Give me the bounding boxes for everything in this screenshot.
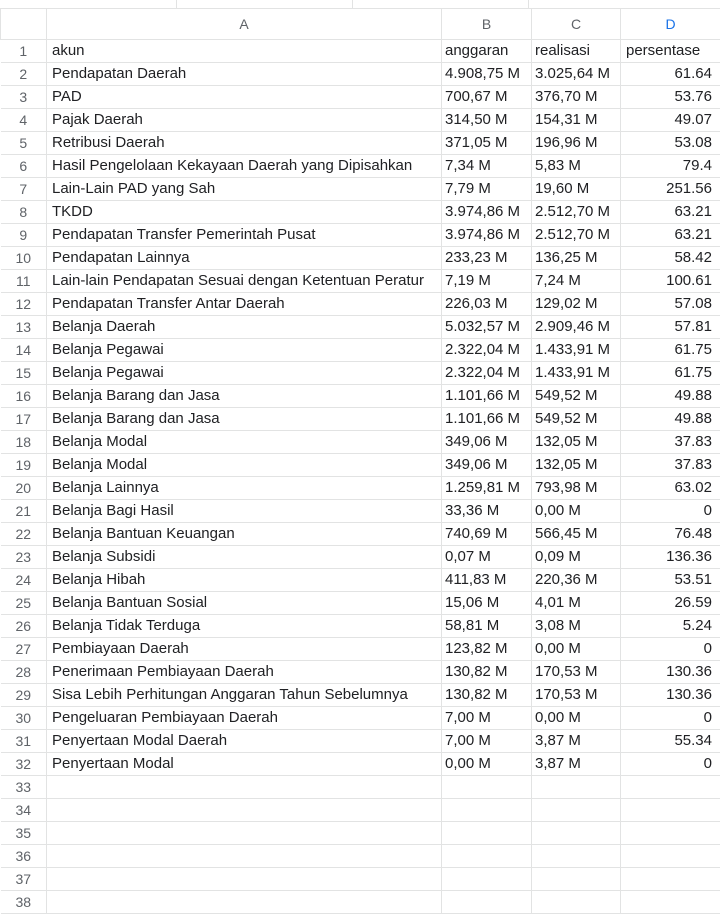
cell-persentase[interactable]: 63.21 [621,201,720,224]
cell-akun[interactable]: Belanja Pegawai [47,362,442,385]
cell-persentase[interactable]: 49.88 [621,408,720,431]
cell-persentase[interactable]: 0 [621,707,720,730]
cell-akun[interactable]: Lain-lain Pendapatan Sesuai dengan Ketentuan Peratur [47,270,442,293]
table-row [1,592,720,615]
table-row [1,891,720,914]
cell-realisasi[interactable]: 7,24 M [532,270,621,293]
cell-anggaran[interactable]: 3.974,86 M [442,224,532,247]
cell-realisasi[interactable]: 2.909,46 M [532,316,621,339]
cell-realisasi[interactable]: 132,05 M [532,454,621,477]
row-number[interactable]: 6 [1,155,47,178]
table-row [1,408,720,431]
cell-akun[interactable]: Penerimaan Pembiayaan Daerah [47,661,442,684]
cell-persentase[interactable] [621,891,720,914]
cell-persentase[interactable]: 53.76 [621,86,720,109]
cell-realisasi[interactable]: 170,53 M [532,684,621,707]
cell-realisasi[interactable]: 566,45 M [532,523,621,546]
cell-realisasi[interactable]: 549,52 M [532,385,621,408]
row-number[interactable]: 9 [1,224,47,247]
cell-realisasi[interactable]: 4,01 M [532,592,621,615]
cell-anggaran[interactable]: 58,81 M [442,615,532,638]
row-number[interactable]: 18 [1,431,47,454]
cell-persentase[interactable]: 53.08 [621,132,720,155]
table-row [1,339,720,362]
cell-akun[interactable]: Belanja Lainnya [47,477,442,500]
table-row [1,615,720,638]
cell-akun[interactable]: Belanja Bagi Hasil [47,500,442,523]
cell-realisasi[interactable]: 154,31 M [532,109,621,132]
cell-persentase[interactable]: 0 [621,753,720,776]
table-row [1,132,720,155]
row-number[interactable]: 17 [1,408,47,431]
table-row [1,316,720,339]
row-number[interactable]: 20 [1,477,47,500]
cell-anggaran[interactable]: 233,23 M [442,247,532,270]
cell-realisasi[interactable]: 1.433,91 M [532,362,621,385]
table-row [1,523,720,546]
cell-anggaran[interactable]: 123,82 M [442,638,532,661]
select-all-corner[interactable] [1,9,47,40]
cell-akun[interactable]: PAD [47,86,442,109]
cell-realisasi[interactable]: 1.433,91 M [532,339,621,362]
cell-akun[interactable] [47,799,442,822]
table-row [1,822,720,845]
cell-persentase[interactable]: 49.07 [621,109,720,132]
row-number[interactable]: 10 [1,247,47,270]
cell-akun[interactable]: Pembiayaan Daerah [47,638,442,661]
row-number[interactable]: 25 [1,592,47,615]
cell-akun[interactable]: Penyertaan Modal [47,753,442,776]
cell-persentase[interactable]: 100.61 [621,270,720,293]
table-row [1,546,720,569]
cell-akun[interactable]: Pendapatan Transfer Pemerintah Pusat [47,224,442,247]
cell-persentase[interactable]: 130.36 [621,661,720,684]
cell-realisasi[interactable]: 793,98 M [532,477,621,500]
cell-persentase[interactable] [621,799,720,822]
cell-realisasi[interactable]: 129,02 M [532,293,621,316]
cell-akun[interactable]: Pendapatan Daerah [47,63,442,86]
cell-akun[interactable]: Belanja Daerah [47,316,442,339]
cell-anggaran[interactable]: 7,00 M [442,730,532,753]
cell-realisasi[interactable]: 0,00 M [532,638,621,661]
cell-realisasi[interactable]: 3.025,64 M [532,63,621,86]
row-number[interactable]: 15 [1,362,47,385]
cell-anggaran[interactable]: 4.908,75 M [442,63,532,86]
cell-anggaran[interactable]: 1.259,81 M [442,477,532,500]
cell-realisasi[interactable]: 132,05 M [532,431,621,454]
table-row [1,776,720,799]
cell-realisasi[interactable]: 0,00 M [532,500,621,523]
cell-anggaran[interactable]: 5.032,57 M [442,316,532,339]
cell-realisasi[interactable]: 196,96 M [532,132,621,155]
cell-persentase[interactable] [621,845,720,868]
cell-anggaran[interactable] [442,891,532,914]
cell-akun[interactable]: Belanja Bantuan Sosial [47,592,442,615]
cell-akun[interactable]: Sisa Lebih Perhitungan Anggaran Tahun Sebelumnya [47,684,442,707]
cell-anggaran[interactable]: 33,36 M [442,500,532,523]
cell-akun[interactable]: Pengeluaran Pembiayaan Daerah [47,707,442,730]
row-number[interactable]: 29 [1,684,47,707]
cell-anggaran[interactable]: 700,67 M [442,86,532,109]
cell-persentase[interactable]: 0 [621,638,720,661]
cell-akun[interactable]: Retribusi Daerah [47,132,442,155]
row-number[interactable]: 28 [1,661,47,684]
cell-akun[interactable]: Belanja Barang dan Jasa [47,385,442,408]
cell-persentase[interactable]: 61.75 [621,339,720,362]
cell-persentase[interactable] [621,822,720,845]
table-row [1,270,720,293]
cell-anggaran[interactable] [442,799,532,822]
cell-akun[interactable] [47,868,442,891]
cell-akun[interactable]: Lain-Lain PAD yang Sah [47,178,442,201]
table-row [1,362,720,385]
table-row [1,569,720,592]
cell-akun[interactable]: Hasil Pengelolaan Kekayaan Daerah yang Dipisahkan [47,155,442,178]
cell-anggaran[interactable]: 2.322,04 M [442,362,532,385]
row-number[interactable]: 19 [1,454,47,477]
cell-realisasi[interactable]: realisasi [532,40,621,63]
cell-persentase[interactable]: 5.24 [621,615,720,638]
table-row [1,477,720,500]
row-number[interactable]: 7 [1,178,47,201]
table-row [1,109,720,132]
cell-realisasi[interactable] [532,868,621,891]
cell-anggaran[interactable]: anggaran [442,40,532,63]
table-row [1,247,720,270]
cell-anggaran[interactable]: 740,69 M [442,523,532,546]
cell-anggaran[interactable]: 130,82 M [442,661,532,684]
cell-akun[interactable]: Belanja Pegawai [47,339,442,362]
cell-anggaran[interactable]: 1.101,66 M [442,408,532,431]
row-number[interactable]: 30 [1,707,47,730]
cell-persentase[interactable]: 61.75 [621,362,720,385]
table-row [1,40,720,63]
cell-persentase[interactable]: 49.88 [621,385,720,408]
row-number[interactable]: 13 [1,316,47,339]
cell-realisasi[interactable]: 2.512,70 M [532,201,621,224]
table-row [1,799,720,822]
row-number[interactable]: 34 [1,799,47,822]
row-number[interactable]: 3 [1,86,47,109]
cell-akun[interactable]: Penyertaan Modal Daerah [47,730,442,753]
cell-anggaran[interactable]: 314,50 M [442,109,532,132]
row-number[interactable]: 12 [1,293,47,316]
table-row [1,63,720,86]
cell-persentase[interactable] [621,776,720,799]
cell-realisasi[interactable] [532,845,621,868]
row-number[interactable]: 14 [1,339,47,362]
cell-anggaran[interactable]: 371,05 M [442,132,532,155]
cell-realisasi[interactable]: 549,52 M [532,408,621,431]
cell-persentase[interactable]: 76.48 [621,523,720,546]
cell-anggaran[interactable]: 411,83 M [442,569,532,592]
cell-anggaran[interactable]: 0,00 M [442,753,532,776]
cell-anggaran[interactable] [442,776,532,799]
row-number[interactable]: 35 [1,822,47,845]
column-header-a[interactable]: A [47,9,442,40]
cell-realisasi[interactable]: 0,09 M [532,546,621,569]
row-number[interactable]: 23 [1,546,47,569]
row-number[interactable]: 38 [1,891,47,914]
table-row [1,178,720,201]
cell-realisasi[interactable] [532,891,621,914]
cell-realisasi[interactable]: 170,53 M [532,661,621,684]
cell-realisasi[interactable] [532,776,621,799]
grid-body [1,40,720,914]
cell-anggaran[interactable]: 7,34 M [442,155,532,178]
column-header-c[interactable]: C [532,9,621,40]
row-number[interactable]: 26 [1,615,47,638]
cell-akun[interactable] [47,822,442,845]
cell-akun[interactable]: Belanja Barang dan Jasa [47,408,442,431]
cell-akun[interactable]: Belanja Subsidi [47,546,442,569]
cell-realisasi[interactable]: 3,87 M [532,753,621,776]
row-number[interactable]: 4 [1,109,47,132]
cell-akun[interactable] [47,891,442,914]
row-number[interactable]: 21 [1,500,47,523]
cell-anggaran[interactable]: 2.322,04 M [442,339,532,362]
cell-realisasi[interactable]: 2.512,70 M [532,224,621,247]
cell-anggaran[interactable] [442,868,532,891]
table-row [1,431,720,454]
cell-realisasi[interactable]: 136,25 M [532,247,621,270]
row-number[interactable]: 16 [1,385,47,408]
cell-realisasi[interactable]: 3,08 M [532,615,621,638]
cell-akun[interactable] [47,845,442,868]
cell-anggaran[interactable]: 7,19 M [442,270,532,293]
cell-persentase[interactable]: 251.56 [621,178,720,201]
cell-persentase[interactable]: 79.4 [621,155,720,178]
cell-akun[interactable]: Pajak Daerah [47,109,442,132]
row-number[interactable]: 32 [1,753,47,776]
cell-persentase[interactable]: 136.36 [621,546,720,569]
cell-akun[interactable] [47,776,442,799]
cell-persentase[interactable]: 53.51 [621,569,720,592]
table-row [1,845,720,868]
cell-realisasi[interactable]: 3,87 M [532,730,621,753]
row-number[interactable]: 33 [1,776,47,799]
row-number[interactable]: 31 [1,730,47,753]
cell-realisasi[interactable]: 220,36 M [532,569,621,592]
cell-akun[interactable]: Pendapatan Lainnya [47,247,442,270]
cell-realisasi[interactable] [532,822,621,845]
row-number[interactable]: 37 [1,868,47,891]
cell-anggaran[interactable]: 130,82 M [442,684,532,707]
table-row [1,86,720,109]
cell-anggaran[interactable]: 0,07 M [442,546,532,569]
row-number[interactable]: 27 [1,638,47,661]
column-header-b[interactable]: B [442,9,532,40]
table-row [1,500,720,523]
spreadsheet-grid [0,8,720,914]
cell-persentase[interactable]: 26.59 [621,592,720,615]
row-number[interactable]: 36 [1,845,47,868]
cell-akun[interactable]: akun [47,40,442,63]
row-number[interactable]: 1 [1,40,47,63]
cell-persentase[interactable]: 57.08 [621,293,720,316]
cell-persentase[interactable]: 58.42 [621,247,720,270]
table-row [1,730,720,753]
cell-akun[interactable]: Pendapatan Transfer Antar Daerah [47,293,442,316]
cell-persentase[interactable]: 55.34 [621,730,720,753]
table-row [1,155,720,178]
table-row [1,707,720,730]
cell-persentase[interactable]: 63.21 [621,224,720,247]
table-row [1,661,720,684]
table-row [1,684,720,707]
cell-persentase[interactable]: 37.83 [621,431,720,454]
cell-anggaran[interactable]: 3.974,86 M [442,201,532,224]
cell-anggaran[interactable]: 7,79 M [442,178,532,201]
table-row [1,753,720,776]
cell-persentase[interactable]: 63.02 [621,477,720,500]
table-row [1,638,720,661]
row-number[interactable]: 24 [1,569,47,592]
row-number[interactable]: 11 [1,270,47,293]
cell-persentase[interactable]: 37.83 [621,454,720,477]
cell-anggaran[interactable] [442,822,532,845]
row-number[interactable]: 2 [1,63,47,86]
cell-anggaran[interactable]: 7,00 M [442,707,532,730]
cell-akun[interactable]: Belanja Bantuan Keuangan [47,523,442,546]
cell-anggaran[interactable]: 226,03 M [442,293,532,316]
cell-anggaran[interactable]: 349,06 M [442,454,532,477]
cell-anggaran[interactable]: 1.101,66 M [442,385,532,408]
cell-persentase[interactable]: 57.81 [621,316,720,339]
table-row [1,454,720,477]
cell-anggaran[interactable]: 349,06 M [442,431,532,454]
cell-akun[interactable]: Belanja Modal [47,454,442,477]
table-row [1,201,720,224]
cell-realisasi[interactable]: 5,83 M [532,155,621,178]
column-header-row [1,9,720,40]
cell-akun[interactable]: Belanja Tidak Terduga [47,615,442,638]
cell-anggaran[interactable] [442,845,532,868]
cell-akun[interactable]: Belanja Modal [47,431,442,454]
table-row [1,224,720,247]
table-row [1,293,720,316]
cell-persentase[interactable]: persentase [621,40,720,63]
cell-realisasi[interactable]: 0,00 M [532,707,621,730]
cell-anggaran[interactable]: 15,06 M [442,592,532,615]
table-row [1,385,720,408]
cell-realisasi[interactable]: 376,70 M [532,86,621,109]
cell-persentase[interactable]: 130.36 [621,684,720,707]
table-row [1,868,720,891]
row-number[interactable]: 5 [1,132,47,155]
cell-akun[interactable]: TKDD [47,201,442,224]
cell-persentase[interactable]: 0 [621,500,720,523]
cell-persentase[interactable] [621,868,720,891]
cell-persentase[interactable]: 61.64 [621,63,720,86]
column-header-d[interactable]: D [621,9,720,40]
cell-realisasi[interactable] [532,799,621,822]
cell-realisasi[interactable]: 19,60 M [532,178,621,201]
row-number[interactable]: 8 [1,201,47,224]
cell-akun[interactable]: Belanja Hibah [47,569,442,592]
row-number[interactable]: 22 [1,523,47,546]
